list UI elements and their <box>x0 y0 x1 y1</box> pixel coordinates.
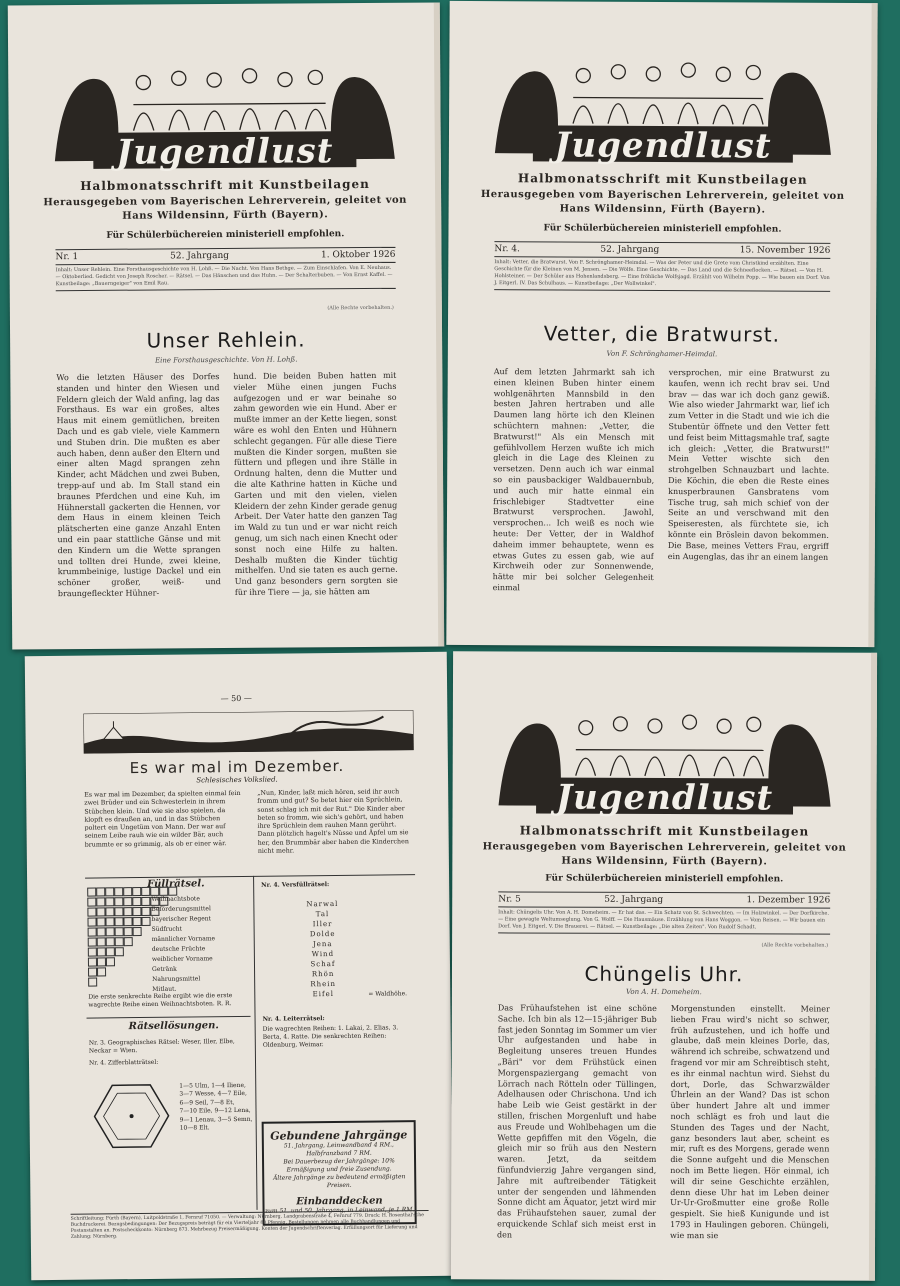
issue-number: Nr. 5 <box>498 894 521 905</box>
fill-puzzle-cell <box>97 937 106 946</box>
fill-puzzle-title: Füllrätsel. <box>147 878 205 890</box>
verse-puzzle-word: Dolde <box>309 929 336 939</box>
fill-puzzle-cell <box>105 907 114 916</box>
column-divider <box>253 876 257 1210</box>
clock-solution-item: 9—1 Lenau, 3—5 Semn, <box>179 1115 253 1124</box>
story-column-left: Das Frühaufstehen ist eine schöne Sache. Ich bin als 12—15-jähriger Bub fast jeden Sonntag im Sommer um vier Uhr aufgestanden und habe in Begleitung unseres treuen Hundes „Bäri" vor dem Frühstück einen Morgenspaziergang gemacht von Lörrach nach Rötteln oder Tüllingen, Adelhausen oder Chrischona. Und ich habe Leib wie Geist gestärkt in der stillen, frischen Morgenluft und habe aus Freude und Wohlbehagen um die Wette gepfiffen mit den Vögeln, die gleich mir so früh aus den Nestern waren. Jetzt, da seitdem fünfundvierzig Jahre vergangen sind, Jahre mit auftreibender Tätigkeit unter der sengenden und lähmenden Sonne dicht am Äquator, jetzt wird mir das Frühaufstehen sauer, zumal der erquickende Schlaf sich meist erst in den <box>497 1003 657 1240</box>
magazine-subtitle: Halbmonatsschrift mit Kunstbeilagen <box>80 176 370 194</box>
fill-puzzle-cell <box>87 907 96 916</box>
fill-puzzle-cell <box>96 907 105 916</box>
fill-puzzle-clue: Getränk <box>151 965 177 973</box>
story-body <box>56 371 398 629</box>
fill-puzzle-cell <box>88 957 97 966</box>
ladder-puzzle-text: Die wagrechten Reihen: 1. Lakai, 2. Elias, 3. Berta, 4. Ratte. Die senkrechten Reihen: Oldenburg, Weimar. <box>262 1024 399 1049</box>
fill-puzzle-cell <box>105 887 114 896</box>
story-column-right: hund. Die beiden Buben hatten mit vieler Mühe einen jungen Fuchs aufgezogen und er war beinahe so zahm geworden wie ein Hund. Aber er mußte immer an der Kette liegen, sonst wäre es wohl den Enten und Hühnern schlecht gegangen. Für alle diese Tiere mußten die Kinder sorgen, mußten sie füttern und pflegen und ihre Ställe in Ordnung halten, denn die Mutter und die alte Kathrine hatten in Küche und Garten und mit den vielen, vielen Kleidern der zehn Kinder gerade genug Arbeit. Der Vater hatte den ganzen Tag im Wald zu tun und er war nicht reich genug, um sich nach einen Knecht oder sonst noch eine Hilfe zu halten. Deshalb mußten die Kinder tüchtig mithelfen. Und sie taten es auch gerne. Und ganz besonders gern sorgten sie für ihre Tiere — ja, sie hätten am <box>233 370 398 597</box>
fill-puzzle-cell <box>141 907 150 916</box>
magazine-title: Jugendlust <box>555 777 774 819</box>
issue-info-bar <box>55 247 395 265</box>
story-body <box>497 1003 830 1266</box>
fill-puzzle-cell <box>114 897 123 906</box>
fill-puzzle-cell <box>141 897 150 906</box>
clock-solution-item: 1—5 Ulm, 1—4 Iliene, <box>179 1081 246 1090</box>
fill-puzzle-cell <box>105 917 114 926</box>
issue-number: Nr. 1 <box>55 252 79 263</box>
fill-puzzle-cell <box>106 937 115 946</box>
fill-puzzle-cell <box>87 917 96 926</box>
fill-puzzle-cell <box>141 917 150 926</box>
fill-puzzle-cell <box>88 947 97 956</box>
ladder-puzzle-title: Nr. 4. Leiterrätsel: <box>262 1015 325 1023</box>
issue-date: 15. November 1926 <box>739 245 831 256</box>
winter-scene-illustration <box>83 710 413 753</box>
poem-body <box>84 788 415 858</box>
verse-puzzle-word: Narwal <box>306 899 339 909</box>
magazine-subtitle: Halbmonatsschrift mit Kunstbeilagen <box>519 823 810 839</box>
verse-puzzle-words <box>267 899 378 1000</box>
fill-puzzle-cell <box>132 917 141 926</box>
table-of-contents: Inhalt: Unser Rehlein. Eine Forsthausgeschichte von H. Lohß. — Die Nacht. Von Hans Bethge. — Zum Einschlafen. Von E. Neuhaus. — Oktoberlied. Gedicht von Joseph Roscher. — Rätsel. — Das Hänschen und das Huhn. — Der Schalterbuben. — Von Ernst Kaffel. — Kunstbeilage: „Bauerngeiger" von Emil Rau. <box>56 265 396 291</box>
fill-puzzle-cell <box>88 937 97 946</box>
fill-puzzle-cell <box>132 907 141 916</box>
verse-puzzle-word: Wind <box>311 950 335 959</box>
fill-puzzle-cell <box>114 887 123 896</box>
verse-puzzle-title: Nr. 4. Versfüllrätsel: <box>261 881 330 889</box>
story-column-left: Auf dem letzten Jahrmarkt sah ich einen kleinen Buben hinter einem wohlgenährten Mannsbild in den besten Jahren hertraben und alle Daumen lang hörte ich den Kleinen schüchtern mahnen: „Vetter, die Bratwurst!" Als ein Mensch mit gefühlvollem Herzen wußte ich mich gleich in die Lage des Kleinen zu versetzen. Denn auch ich war einmal so ein pausbackiger Waldbauernbub, und auch mir hatte einmal ein frischlebiger Stadtvetter eine Bratwurst versprochen. Jawohl, versprochen... Ich weiß es noch wie heute: Der Vetter, der in Waldhof daheim immer behauptete, wenn es etwas Gutes zu essen gab, wie auf Kirchweih oder zur Sonnenwende, hätte mir bei solcher Gelegenheit einmal <box>492 367 655 593</box>
fill-puzzle-cell <box>87 897 96 906</box>
fill-puzzle-cell <box>96 897 105 906</box>
verse-puzzle-word: Tal <box>315 910 330 919</box>
magazine-title: Jugendlust <box>116 131 334 173</box>
publisher-line: Herausgegeben vom Bayerischen Lehrerverein, geleitet von <box>480 189 845 202</box>
fill-puzzle-cell <box>87 887 96 896</box>
fill-puzzle-cell <box>96 887 105 896</box>
issue-year: 52. Jahrgang <box>604 894 664 905</box>
clock-solution-item: 3—7 Wesse, 4—7 Eile, <box>179 1090 247 1099</box>
publisher-footer: Schriftleitung: Fürth (Bayern), Luitpoldstraße 1, Fernruf 71050. — Verwaltung: Nürnberg, Landgrabenstraße 4, Fernruf 779. Druck: H. Rosenthal'sche Buchdruckerei. Bezugsbedingungen: Der Bezugspreis beträgt für ein Vierteljahr 80 Pfennig. Bestellungen nehmen alle Buchhandlungen und Postanstalten an. Postscheckkonto: Nürnberg 873. Mehrbezug Preisermäßigung. Konten der Jugendschriftenverlag. Erfüllungsort für Lieferung und Zahlung: Nürnberg. <box>71 1210 429 1241</box>
publisher-line: Herausgegeben vom Bayerischen Lehrerverein, geleitet von <box>43 194 407 209</box>
recommendation-line: Für Schülerbüchereien ministeriell empfohlen. <box>545 873 784 885</box>
fill-puzzle-cell <box>88 967 97 976</box>
poem-title: Es war mal im Dezember. <box>129 756 345 778</box>
story-column-right: versprochen, mir eine Bratwurst zu kaufen, wenn ich recht brav sei. Und brav — das war ich doch ganz gewiß. Wie also wieder Jahrmarkt war, lief ich zum Vetter in die Stadt und wie ich die Stubentür öffnete und den Vetter fett und feist beim Mittagsmahle traf, sagte ich gleich: „Vetter, die Bratwurst!" Mein Vetter wischte sich den strohgelben Schnauzbart und lachte. Die Köchin, die eben die Reste eines knusperbraunen Gansbratens vom Tische trug, sah mich schief von der Seite an und verschwand mit den Speiseresten, als fürchtete sie, ich könnte ein Bröslein davon bekommen. Die Base, meines Vetters Frau, ergriff ein Augenglas, das ihr an einem langen <box>667 368 830 562</box>
fill-puzzle-cell <box>123 907 132 916</box>
fill-puzzle-clue: Mitlaut. <box>152 985 177 993</box>
magazine-title: Jugendlust <box>554 125 772 167</box>
ad-price: 51. Jahrgang, Leinwandband 4 RM., Halbfranzband 7 RM. <box>283 1141 394 1158</box>
story-title: Vetter, die Bratwurst. <box>543 321 781 347</box>
recommendation-line: Für Schülerbüchereien ministeriell empfohlen. <box>106 229 345 241</box>
fill-puzzle-clue: deutsche Früchte <box>151 945 206 953</box>
fill-puzzle-cell <box>133 927 142 936</box>
divider <box>85 874 415 878</box>
issue-info-bar <box>494 241 830 259</box>
fill-puzzle-cell <box>97 967 106 976</box>
poem-subtitle: Schlesisches Volkslied. <box>196 775 278 785</box>
story-author: Von F. Schrönghamer-Heimdal. <box>606 349 718 359</box>
fill-puzzle-cell <box>141 887 150 896</box>
issue-date: 1. Dezember 1926 <box>746 895 831 906</box>
story-column-right: Morgenstunden einstellt. Meiner lieben Frau wird's nicht so schwer, früh aufzustehen, und ich hoffe und glaube, daß mein kleines Dorle, das, während ich schreibe, schwatzend und fragend vor mir am Schreibtisch steht, es ihr einmal nachtun wird. Siehst du dort, Dorle, das Schwarzwälder Ührlein an der Wand? Das ist schon über hundert Jahre alt und immer noch schlägt es froh und laut die Stunden des Tages und der Nacht, ganz besonders laut aber, scheint es mir, ruft es des Morgens, gerade wenn die Sonne aufgeht und die Menschen noch im Bette liegen. Hör einmal, ich will dir seine Geschichte erzählen, denn diese Uhr hat im Leben deiner Ur-Ur-Großmutter eine große Rolle gespielt. Sie hieß Kunigunde und ist 1793 in Haulingen geboren. Chüngeli, wie man sie <box>670 1004 830 1240</box>
fill-puzzle-cell <box>123 897 132 906</box>
fill-puzzle-cell <box>105 897 114 906</box>
fill-puzzle-cell <box>106 947 115 956</box>
editor-line: Hans Wildensinn, Fürth (Bayern). <box>561 855 768 868</box>
clock-solution-item: 7—10 Eile, 9—12 Lena, <box>179 1107 251 1115</box>
story-column-left: Wo die letzten Häuser des Dorfes standen und hinter den Wiesen und Feldern gleich der Wald anfing, lag das Forsthaus. Es war ein großes, altes Haus mit einem gemütlichen, breiten Dach und es gab viele, viele Kammern und Stuben drin. Die mußten es aber auch haben, denn außer den Eltern und einer alten Magd sprangen zehn Kinder, acht Mädchen und zwei Buben, trepp-auf und ab. Im Stall stand ein braunes Pferdchen und eine Kuh, im Hühnerstall gackerten die Hennen, vor dem Haus in einem kleinen Teich plätscherten eine ganze Anzahl Enten und ein paar stattliche Gänse und mit den Kindern um die Wette sprangen und tollten drei Hunde, zwei kleine, krummbeinige, lustige Dackel und ein schöner großer, weiß- und braungefleckter Hühner- <box>56 372 221 599</box>
fill-puzzle-cell <box>114 907 123 916</box>
fill-puzzle-cell <box>97 927 106 936</box>
issue-year: 52. Jahrgang <box>600 244 660 255</box>
fill-puzzle-cell <box>106 957 115 966</box>
verse-puzzle-word: Eifel <box>312 990 334 999</box>
page-issue-5 <box>451 651 877 1280</box>
page-issue-4 <box>446 1 877 647</box>
verse-puzzle-word: Iller <box>312 920 333 929</box>
poem-column-right: „Nun, Kinder, laßt mich hören, seid ihr auch fromm und gut? So betet hier ein Sprüchlein, sonst schlag ich mit der Rut." Die Kinder aber beten so fromm, wie sich's gehört, und haben ihre Sprüchlein dem rauhen Mann gerührt. Dann plötzlich hagelt's Nüsse und Äpfel um sie her, den Brummbär aber haben die Kinderchen nicht mehr. <box>257 788 409 855</box>
verse-puzzle-word: Rhön <box>311 970 335 979</box>
issue-date: 1. Oktober 1926 <box>320 249 396 261</box>
fill-puzzle-clue: weiblicher Vorname <box>151 955 213 963</box>
page-issue-1 <box>8 2 444 649</box>
verse-puzzle-word: Rhein <box>310 979 337 989</box>
fill-puzzle-cell <box>97 947 106 956</box>
editor-line: Hans Wildensinn, Fürth (Bayern). <box>122 209 329 222</box>
magazine-subtitle: Halbmonatsschrift mit Kunstbeilagen <box>517 171 808 187</box>
clock-solution-list <box>179 1082 252 1133</box>
ad-covers-price: zum 51. und 50. Jahrgang, in Leinwand, je 1 RM. <box>264 1206 415 1215</box>
fill-puzzle-cell <box>123 917 132 926</box>
table-of-contents: Inhalt: Chüngelis Uhr. Von A. H. Domeheim. — Er hat das. — Ein Schatz von St. Schwechten. — Im Holzwinkel. — Der Dorfkirche. — Eine gewagte Weltumseglung. Von G. Wolff. — Die Hausmäuse. Erzählung von Hans Woggon. — Vom Reisen. — Wir bauen ein Dorf. Von J. Eitgerl. V. Die Brauerei. — Rätsel. — Kunstbeilage: „Die alten Zeiten". Von Rudolf Schadt. <box>498 909 830 934</box>
fill-puzzle-clue: männlicher Vorname <box>151 935 216 943</box>
story-body <box>492 367 829 629</box>
story-title: Chüngelis Uhr. <box>584 961 744 987</box>
fill-puzzle-cell <box>115 927 124 936</box>
issue-year: 52. Jahrgang <box>170 250 230 262</box>
fill-puzzle-cell <box>88 927 97 936</box>
page-50-puzzles <box>25 652 454 1280</box>
hexagon-clock-puzzle <box>93 1083 170 1150</box>
fill-puzzle-clue: Beförderungsmittel <box>151 905 211 913</box>
issue-number: Nr. 4. <box>494 244 520 255</box>
fill-puzzle-cell <box>132 897 141 906</box>
fill-puzzle-cell <box>124 937 133 946</box>
fill-puzzle-note: Die erste senkrechte Reihe ergibt wie die erste wagrechte Reihe einen Weihnachtsboten. R. R. <box>88 992 233 1009</box>
publisher-line: Herausgegeben vom Bayerischen Lehrerverein, geleitet von <box>482 841 847 854</box>
fill-puzzle-cell <box>124 927 133 936</box>
fill-puzzle-cell <box>132 887 141 896</box>
verse-puzzle-word: Jena <box>312 940 333 949</box>
editor-line: Hans Wildensinn, Fürth (Bayern). <box>559 203 766 216</box>
fill-puzzle-clues <box>151 894 215 995</box>
issue-info-bar <box>498 891 830 908</box>
verse-puzzle-word: Schaf <box>310 959 336 969</box>
fill-puzzle-clue: Nahrungsmittel <box>152 975 201 983</box>
story-author: Eine Forsthausgeschichte. Von H. Lohß. <box>155 355 298 365</box>
page-number: — 50 — <box>220 693 252 704</box>
fill-puzzle-cell <box>115 937 124 946</box>
fill-puzzle-cell <box>106 927 115 936</box>
fill-puzzle-cell <box>123 887 132 896</box>
ad-discount: Bei Dauerbezug der Jahrgänge: 10% Ermäßigung und freie Zusendung. <box>283 1157 395 1174</box>
recommendation-line: Für Schülerbüchereien ministeriell empfohlen. <box>543 223 782 235</box>
rights-note: (Alle Rechte vorbehalten.) <box>327 304 394 312</box>
solutions-title: Rätsellösungen. <box>128 1020 219 1033</box>
story-title: Unser Rehlein. <box>146 327 306 353</box>
clock-solution-item: 10—8 Elt. <box>179 1124 210 1132</box>
fill-puzzle-clue: Weihnachtsbote <box>151 895 200 903</box>
ad-title: Gebundene Jahrgänge <box>270 1128 408 1143</box>
fill-puzzle-cell <box>96 917 105 926</box>
table-of-contents: Inhalt: Vetter, die Bratwurst. Von F. Schrönghamer-Heimdal. — Was der Peter und die Grete vom Christkind erzählten. Eine Geschichte für die Kleinen von M. Jensen. — Die Wölfe. Eine Geschichte. — Das Land und die Schneeflocken. — Rätsel. — Von H. Hohlsteiner. — Der Schüler aus Hohenlandsberg. — Eine fröhliche Wolfsjagd. Erzählt von Wilhelm Popp. — Wie bauen ein Dorf. Von J. Eitgerl. IV. Das Schulhaus. — Kunstbeilage: „Der Wollwinkel". <box>494 259 830 292</box>
clock-solution-item: 6—9 Seil, 7—8 Et, <box>179 1098 235 1107</box>
ad-older: Ältere Jahrgänge zu bedeutend ermäßigten Preisen. <box>273 1173 406 1190</box>
fill-puzzle-cell <box>115 947 124 956</box>
poem-column-left: Es war mal im Dezember, da spielten einmal fein zwei Brüder und ein Schwesterlein in ihrem Stübchen klein. Und wie sie also spielen, da klopft es draußen an, und in das Stübchen poltert ein Ungetüm von Mann. Der war auf seinem Leibe rauh wie ein wilder Bär, auch brummte er so grimmig, als ob er einer wär. <box>84 789 241 849</box>
story-author: Von A. H. Domeheim. <box>626 987 702 997</box>
solution-geography: Nr. 3. Geographisches Rätsel: Weser, Iller, Elbe, Neckar = Wien. <box>88 1038 235 1055</box>
fill-puzzle-cell <box>114 917 123 926</box>
verse-puzzle-answer: = Waldhöhe. <box>368 990 408 998</box>
fill-puzzle-cell <box>88 977 97 986</box>
ad-covers-title: Einbanddecken <box>296 1195 383 1208</box>
fill-puzzle-clue: bayerischer Regent <box>151 915 212 923</box>
rights-note: (Alle Rechte vorbehalten.) <box>761 942 829 949</box>
divider <box>87 1016 251 1019</box>
fill-puzzle-cell <box>97 957 106 966</box>
solution-clock: Nr. 4. Zifferblatträtsel: <box>88 1058 159 1067</box>
fill-puzzle-clue: Südfrucht <box>151 925 183 933</box>
